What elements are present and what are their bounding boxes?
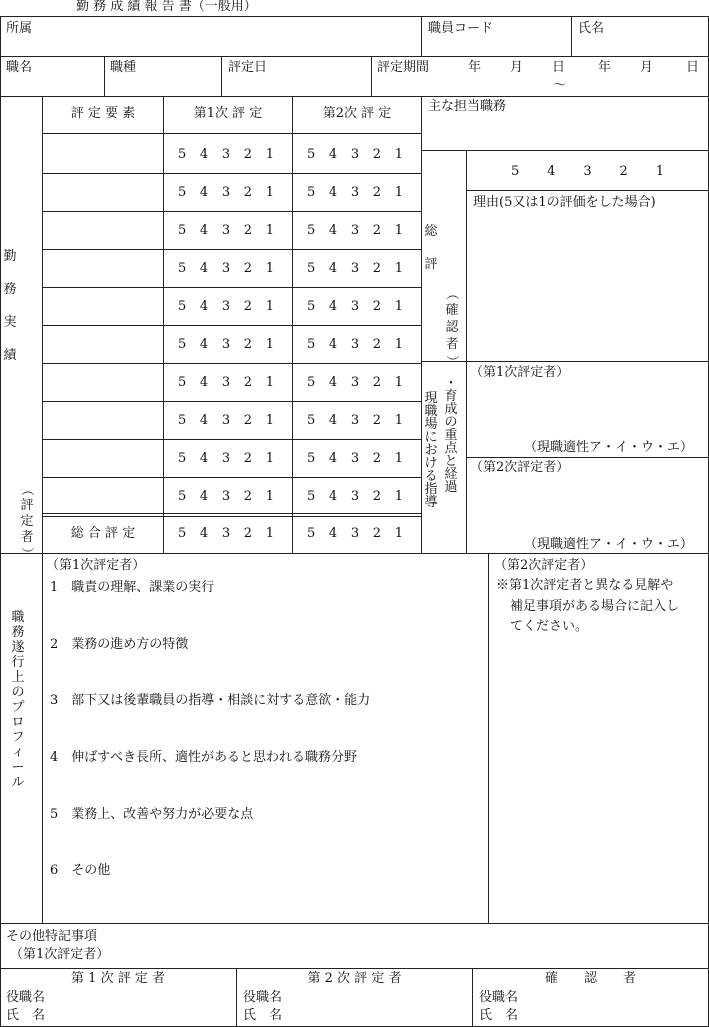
- scale-4[interactable]: 4: [547, 164, 556, 179]
- score-option[interactable]: 3: [350, 489, 360, 504]
- sohyo-scale: [511, 165, 664, 178]
- score-scale-first-row-11: [178, 527, 274, 540]
- score-option[interactable]: 4: [328, 147, 338, 162]
- profile-note-line-3: てください。: [510, 619, 589, 634]
- special-notes-title: その他特記事項: [6, 929, 98, 944]
- score-option[interactable]: 4: [328, 223, 338, 238]
- score-option[interactable]: 5: [307, 185, 316, 200]
- col-header-second: 第2次 評 定: [322, 106, 392, 121]
- score-option[interactable]: 3: [221, 489, 231, 504]
- period-end-year: 年: [598, 60, 612, 75]
- score-option[interactable]: 2: [372, 261, 382, 276]
- sohyo-label-b: （ 確 認 者 ）: [444, 286, 460, 369]
- aptitude-second: （現職適性ア・イ・ウ・エ）: [524, 537, 694, 552]
- profile-item-2: 2 業務の進め方の特徴: [50, 637, 189, 652]
- score-option[interactable]: 1: [265, 451, 274, 466]
- score-option[interactable]: 1: [265, 185, 274, 200]
- period-start-month: 月: [510, 60, 524, 75]
- score-scale-first-row-6: [178, 338, 274, 351]
- shozoku-label: 所属: [6, 21, 33, 36]
- score-scale-second-row-2: [307, 186, 403, 199]
- score-scale-first-row-10: [178, 490, 274, 503]
- sig-first-title: 第 1 次 評 定 者: [71, 971, 165, 986]
- evaluation-date-label: 評定日: [228, 60, 268, 75]
- score-option[interactable]: 4: [328, 261, 338, 276]
- score-option[interactable]: 5: [307, 526, 316, 541]
- profile-item-5: 5 業務上、改善や努力が必要な点: [50, 807, 254, 822]
- scale-2[interactable]: 2: [619, 164, 628, 179]
- score-scale-second-row-8: [307, 414, 403, 427]
- score-scale-first-row-4: [178, 262, 274, 275]
- perf-side-label: 勤 務 実 績: [3, 249, 17, 363]
- score-option[interactable]: 5: [178, 451, 187, 466]
- score-option[interactable]: 3: [221, 261, 231, 276]
- page-title: 勤 務 成 績 報 告 書（一般用）: [76, 0, 257, 14]
- score-option[interactable]: 3: [221, 299, 231, 314]
- score-option[interactable]: 1: [394, 375, 403, 390]
- score-option[interactable]: 5: [178, 299, 187, 314]
- score-option[interactable]: 4: [199, 261, 209, 276]
- score-scale-first-row-1: [178, 148, 274, 161]
- score-option[interactable]: 4: [328, 337, 338, 352]
- score-option[interactable]: 1: [394, 413, 403, 428]
- score-option[interactable]: 3: [350, 375, 360, 390]
- score-option[interactable]: 5: [178, 489, 187, 504]
- col-header-first: 第1次 評 定: [193, 106, 263, 121]
- score-option[interactable]: 4: [199, 185, 209, 200]
- score-option[interactable]: 2: [372, 147, 382, 162]
- score-option[interactable]: 2: [243, 147, 253, 162]
- score-option[interactable]: 4: [328, 413, 338, 428]
- score-option[interactable]: 5: [178, 223, 187, 238]
- score-option[interactable]: 2: [372, 375, 382, 390]
- score-option[interactable]: 2: [372, 413, 382, 428]
- score-option[interactable]: 2: [243, 185, 253, 200]
- score-option[interactable]: 3: [350, 451, 360, 466]
- score-option[interactable]: 4: [199, 489, 209, 504]
- period-tilde: ～: [553, 78, 567, 93]
- score-scale-second-row-10: [307, 490, 403, 503]
- score-option[interactable]: 3: [350, 299, 360, 314]
- score-option[interactable]: 1: [265, 413, 274, 428]
- score-option[interactable]: 5: [178, 526, 187, 541]
- score-scale-second-row-3: [307, 224, 403, 237]
- score-option[interactable]: 5: [307, 147, 316, 162]
- score-scale-first-row-5: [178, 300, 274, 313]
- score-option[interactable]: 4: [199, 337, 209, 352]
- period-start-year: 年: [468, 60, 482, 75]
- score-option[interactable]: 4: [199, 451, 209, 466]
- score-option[interactable]: 5: [178, 147, 187, 162]
- score-option[interactable]: 3: [221, 526, 231, 541]
- score-option[interactable]: 1: [265, 337, 274, 352]
- sig-confirm-name: 氏 名: [479, 1008, 519, 1023]
- score-option[interactable]: 2: [243, 223, 253, 238]
- score-scale-second-row-7: [307, 376, 403, 389]
- special-notes-sub: （第1次評定者）: [10, 947, 110, 962]
- score-option[interactable]: 2: [372, 223, 382, 238]
- score-scale-first-row-7: [178, 376, 274, 389]
- score-option[interactable]: 2: [243, 526, 253, 541]
- score-option[interactable]: 5: [307, 261, 316, 276]
- name-label: 氏名: [578, 21, 605, 36]
- sohyo-label-a: 総 評: [424, 224, 438, 272]
- sig-confirm-role: 役職名: [479, 990, 519, 1005]
- score-option[interactable]: 2: [243, 413, 253, 428]
- score-scale-first-row-9: [178, 452, 274, 465]
- score-option[interactable]: 3: [221, 337, 231, 352]
- score-option[interactable]: 4: [328, 489, 338, 504]
- score-option[interactable]: 4: [199, 299, 209, 314]
- score-option[interactable]: 4: [328, 375, 338, 390]
- score-scale-second-row-5: [307, 300, 403, 313]
- sig-second-role: 役職名: [243, 990, 283, 1005]
- profile-note-line-2: 補足事項がある場合に記入し: [510, 599, 680, 614]
- sig-second-title: 第 2 次 評 定 者: [307, 971, 402, 986]
- score-option[interactable]: 4: [199, 526, 209, 541]
- score-option[interactable]: 5: [178, 261, 187, 276]
- score-option[interactable]: 5: [178, 185, 187, 200]
- score-option[interactable]: 2: [372, 526, 382, 541]
- score-scale-first-row-2: [178, 186, 274, 199]
- score-scale-second-row-6: [307, 338, 403, 351]
- score-option[interactable]: 5: [178, 337, 187, 352]
- period-end-month: 月: [640, 60, 654, 75]
- score-option[interactable]: 1: [265, 223, 274, 238]
- scale-1[interactable]: 1: [655, 164, 664, 179]
- score-option[interactable]: 1: [265, 489, 274, 504]
- score-option[interactable]: 1: [265, 375, 274, 390]
- job-type-label: 職種: [110, 60, 137, 75]
- score-option[interactable]: 5: [307, 413, 316, 428]
- position-label: 職名: [6, 60, 33, 75]
- score-option[interactable]: 1: [394, 261, 403, 276]
- score-option[interactable]: 1: [265, 147, 274, 162]
- period-end-day: 日: [686, 60, 700, 75]
- profile-first-evaluator: （第1次評定者）: [46, 558, 146, 573]
- main-duty-label: 主な担当職務: [428, 99, 507, 114]
- score-option[interactable]: 3: [350, 526, 360, 541]
- score-option[interactable]: 2: [372, 451, 382, 466]
- profile-item-4: 4 伸ばすべき長所、適性があると思われる職務分野: [50, 750, 358, 765]
- score-scale-first-row-8: [178, 414, 274, 427]
- guidance-label-col2: ・ 育 成 の 重 点 と 経 過: [444, 376, 458, 495]
- score-option[interactable]: 2: [243, 451, 253, 466]
- sig-first-role: 役職名: [6, 990, 46, 1005]
- sig-first-name: 氏 名: [6, 1008, 46, 1023]
- score-option[interactable]: 3: [221, 375, 231, 390]
- score-scale-second-row-4: [307, 262, 403, 275]
- score-option[interactable]: 3: [221, 451, 231, 466]
- period-start-day: 日: [552, 60, 566, 75]
- score-option[interactable]: 5: [307, 375, 316, 390]
- profile-side-label: 職 務 遂 行 上 の プ ロ フ ィ ー ル: [11, 610, 25, 790]
- col-header-elements: 評 定 要 素: [70, 106, 136, 121]
- score-option[interactable]: 4: [199, 147, 209, 162]
- evaluation-period-label: 評定期間: [377, 60, 430, 75]
- score-option[interactable]: 2: [243, 299, 253, 314]
- sig-confirm-title: 確 認 者: [544, 971, 636, 986]
- staff-code-label: 職員コード: [428, 21, 494, 36]
- score-option[interactable]: 4: [199, 223, 209, 238]
- scale-3[interactable]: 3: [583, 164, 592, 179]
- score-option[interactable]: 3: [221, 413, 231, 428]
- score-option[interactable]: 1: [394, 451, 403, 466]
- guidance-label-col1: 現 職 場 に お け る 指 導: [424, 391, 438, 510]
- score-option[interactable]: 4: [199, 375, 209, 390]
- score-option[interactable]: 3: [350, 147, 360, 162]
- scale-5[interactable]: 5: [511, 164, 520, 179]
- score-option[interactable]: 1: [394, 526, 403, 541]
- first-evaluator-label: （第1次評定者）: [470, 365, 570, 380]
- score-option[interactable]: 2: [243, 261, 253, 276]
- score-option[interactable]: 3: [221, 185, 231, 200]
- score-option[interactable]: 2: [372, 299, 382, 314]
- score-option[interactable]: 2: [243, 375, 253, 390]
- profile-item-6: 6 その他: [50, 863, 111, 878]
- score-option[interactable]: 3: [350, 261, 360, 276]
- score-option[interactable]: 4: [328, 185, 338, 200]
- profile-note-line-1: ※第1次評定者と異なる見解や: [496, 578, 674, 593]
- score-option[interactable]: 5: [178, 375, 187, 390]
- profile-second-evaluator: （第2次評定者）: [494, 558, 594, 573]
- score-scale-second-row-9: [307, 452, 403, 465]
- score-option[interactable]: 2: [243, 489, 253, 504]
- perf-side-sub: （ 評 定 者 ）: [19, 482, 35, 561]
- score-option[interactable]: 5: [178, 413, 187, 428]
- score-option[interactable]: 1: [394, 223, 403, 238]
- score-option[interactable]: 1: [265, 261, 274, 276]
- score-option[interactable]: 5: [307, 489, 316, 504]
- score-option[interactable]: 5: [307, 451, 316, 466]
- score-option[interactable]: 4: [328, 526, 338, 541]
- score-option[interactable]: 1: [394, 185, 403, 200]
- score-option[interactable]: 1: [394, 337, 403, 352]
- profile-item-1: 1 職責の理解、課業の実行: [50, 580, 215, 595]
- score-option[interactable]: 3: [221, 147, 231, 162]
- score-option[interactable]: 3: [350, 185, 360, 200]
- score-option[interactable]: 2: [243, 337, 253, 352]
- overall-evaluation-label: 総 合 評 定: [70, 526, 136, 541]
- score-option[interactable]: 5: [307, 223, 316, 238]
- score-option[interactable]: 4: [328, 451, 338, 466]
- score-scale-second-row-11: [307, 527, 403, 540]
- sig-second-name: 氏 名: [243, 1008, 283, 1023]
- score-option[interactable]: 1: [394, 489, 403, 504]
- second-evaluator-label: （第2次評定者）: [470, 460, 570, 475]
- score-option[interactable]: 2: [372, 489, 382, 504]
- score-option[interactable]: 1: [394, 147, 403, 162]
- score-option[interactable]: 2: [372, 337, 382, 352]
- score-option[interactable]: 5: [307, 337, 316, 352]
- aptitude-first: （現職適性ア・イ・ウ・エ）: [524, 440, 694, 455]
- score-option[interactable]: 1: [265, 526, 274, 541]
- score-option[interactable]: 4: [328, 299, 338, 314]
- score-option[interactable]: 1: [394, 299, 403, 314]
- score-option[interactable]: 4: [199, 413, 209, 428]
- score-scale-second-row-1: [307, 148, 403, 161]
- score-option[interactable]: 3: [350, 223, 360, 238]
- score-option[interactable]: 2: [372, 185, 382, 200]
- score-option[interactable]: 1: [265, 299, 274, 314]
- score-option[interactable]: 3: [350, 413, 360, 428]
- score-option[interactable]: 3: [350, 337, 360, 352]
- score-option[interactable]: 5: [307, 299, 316, 314]
- profile-item-3: 3 部下又は後輩職員の指導・相談に対する意欲・能力: [50, 693, 371, 708]
- score-option[interactable]: 3: [221, 223, 231, 238]
- score-scale-first-row-3: [178, 224, 274, 237]
- reason-label: 理由(5又は1の評価をした場合): [473, 195, 656, 210]
